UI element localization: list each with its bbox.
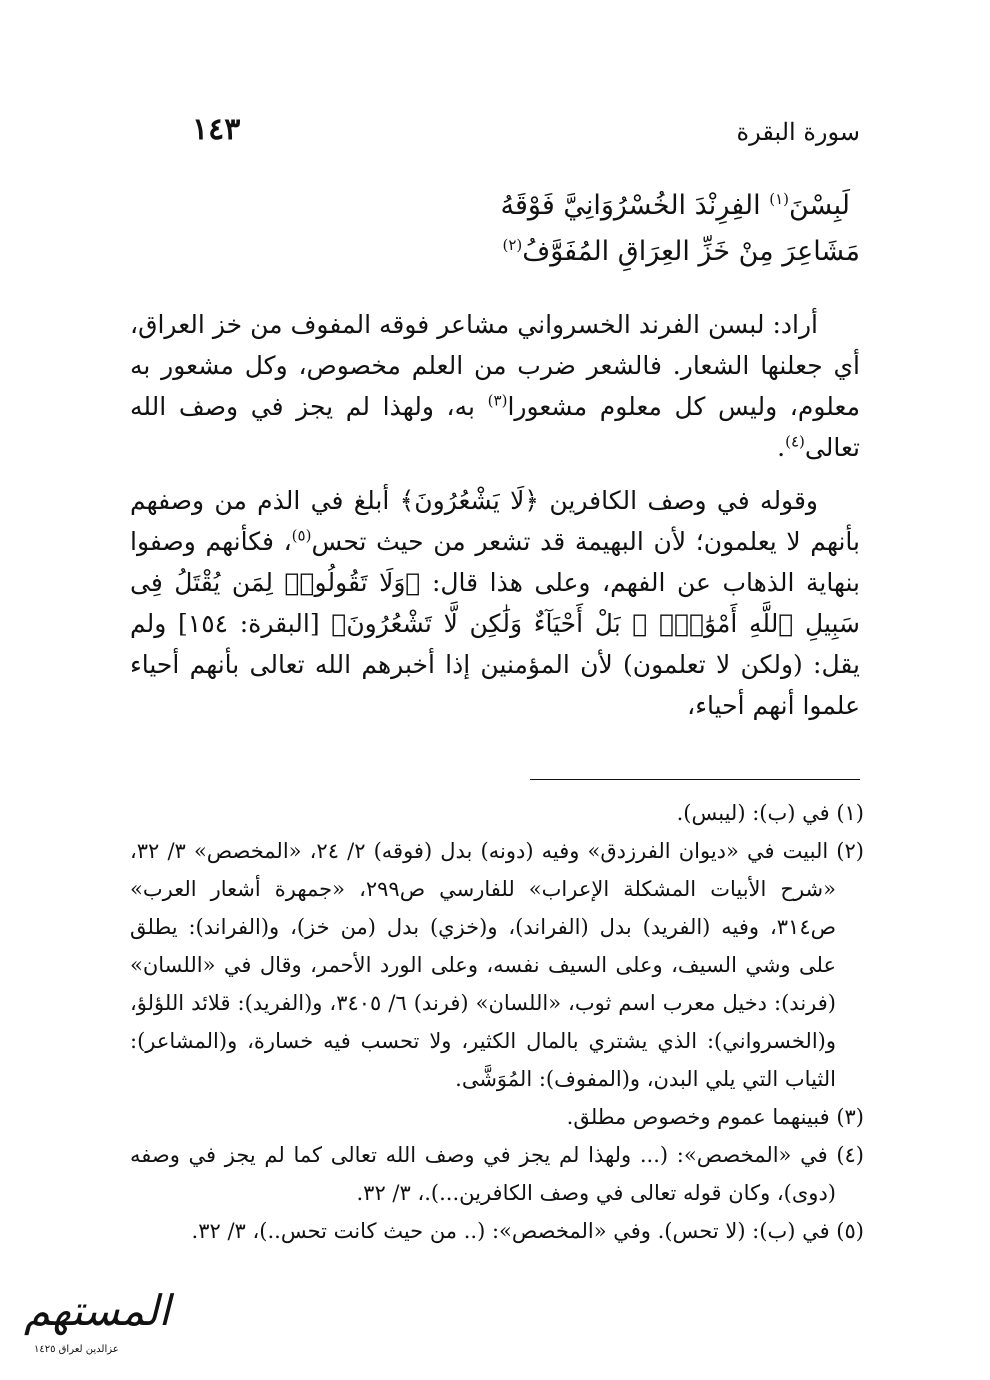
footnote-marker: (٤) [785,432,805,451]
footnote-marker: (٥) [291,526,312,545]
footnotes [130,794,864,1250]
verse-rest: الفِرِنْدَ الخُسْرُوَانِيَّ فَوْقَهُ [500,190,761,221]
surah-title: سورة البقرة [736,118,860,146]
paragraph [130,480,860,726]
footnote: (١) في (ب): (ليبس). [676,801,864,825]
footnote: (٥) في (ب): (لا تحس). وفي «المخصص»: (.. من حيث كانت تحس..)، ٣/ ٣٢. [191,1219,864,1243]
main-text [130,304,860,738]
logo-text: المستهم [24,1286,171,1335]
poem-verse-line-2 [502,236,860,267]
paragraph-text: . [777,433,786,462]
watermark-logo [10,1286,171,1366]
footnote-divider [530,779,860,780]
logo-subtext: عزالدين لعراق ١٤٢٥ [34,1344,119,1355]
paragraph-text: به، ولهذا لم يجز في وصف الله تعالى [130,392,860,462]
footnote-marker: (٣) [487,391,508,410]
footnote-marker: (٢) [502,236,523,254]
verse-word: لَبِسْنَ [788,190,850,221]
footnote-marker: (١) [769,190,789,208]
paragraph-text: ، فكأنهم وصفوا بنهاية الذهاب عن الفهم، وعلى هذا قال: ﴿وَلَا تَقُولُوا۟ لِمَن يُقْتَلُ فِى سَبِيلِ ٱللَّهِ أَمْوَٰتٌۢ ۚ بَلْ أَحْيَآءٌ وَلَٰكِن لَّا تَشْعُرُونَ﴾ [البقرة: ١٥٤] ولم يقل: (ولكن لا تعلمون) لأن المؤمنين إذا أخبرهم الله تعالى بأنهم أحياء علموا أنهم أحياء، [130,527,860,720]
page-header [130,112,860,162]
verse-text: مَشَاعِرَ مِنْ خَزِّ العِرَاقِ المُفَوَّفُ [522,236,860,267]
paragraph [130,304,860,468]
footnote: (٢) البيت في «ديوان الفرزدق» وفيه (دونه) بدل (فوقه) ٢/ ٢٤، «المخصص» ٣/ ٣٢، «شرح الأبيات المشكلة الإعراب» للفارسي ص٢٩٩، «جمهرة أشعار العرب» ص٣١٤، وفيه (الفريد) بدل (الفراند)، و(خزي) بدل (من خز)، و(الفراند): يطلق على وشي السيف، وعلى السيف نفسه، وعلى الورد الأحمر، وقال في «اللسان» (فرند): دخيل معرب اسم ثوب، «اللسان» (فرند) ٦/ ٣٤٠٥، و(الفريد): قلائد اللؤلؤ، و(الخسرواني): الذي يشتري بالمال الكثير، ولا تحسب فيه خسارة، و(المشاعر): الثياب التي يلي البدن، و(المفوف): المُوَشَّى. [130,839,864,1091]
paragraph-text: وقوله في وصف الكافرين ﴿لَا يَشْعُرُونَ﴾ أبلغ في الذم من وصفهم بأنهم لا يعلمون؛ لأن البهيمة قد تشعر من حيث تحس [130,486,860,556]
footnote: (٣) فبينهما عموم وخصوص مطلق. [566,1105,864,1129]
page-number: ١٤٣ [192,112,241,147]
poem-verse-line-1 [501,190,850,221]
paragraph-text: أراد: لبسن الفرند الخسرواني مشاعر فوقه المفوف من خز العراق، أي جعلنها الشعار. فالشعر ضرب من العلم مخصوص، وكل مشعور به معلوم، وليس كل معلوم مشعورا [130,310,860,421]
footnote: (٤) في «المخصص»: (... ولهذا لم يجز في وصف الله تعالى كما لم يجز في وصفه (دوى)، وكان قوله تعالى في وصف الكافرين...).، ٣/ ٣٢. [130,1143,864,1205]
